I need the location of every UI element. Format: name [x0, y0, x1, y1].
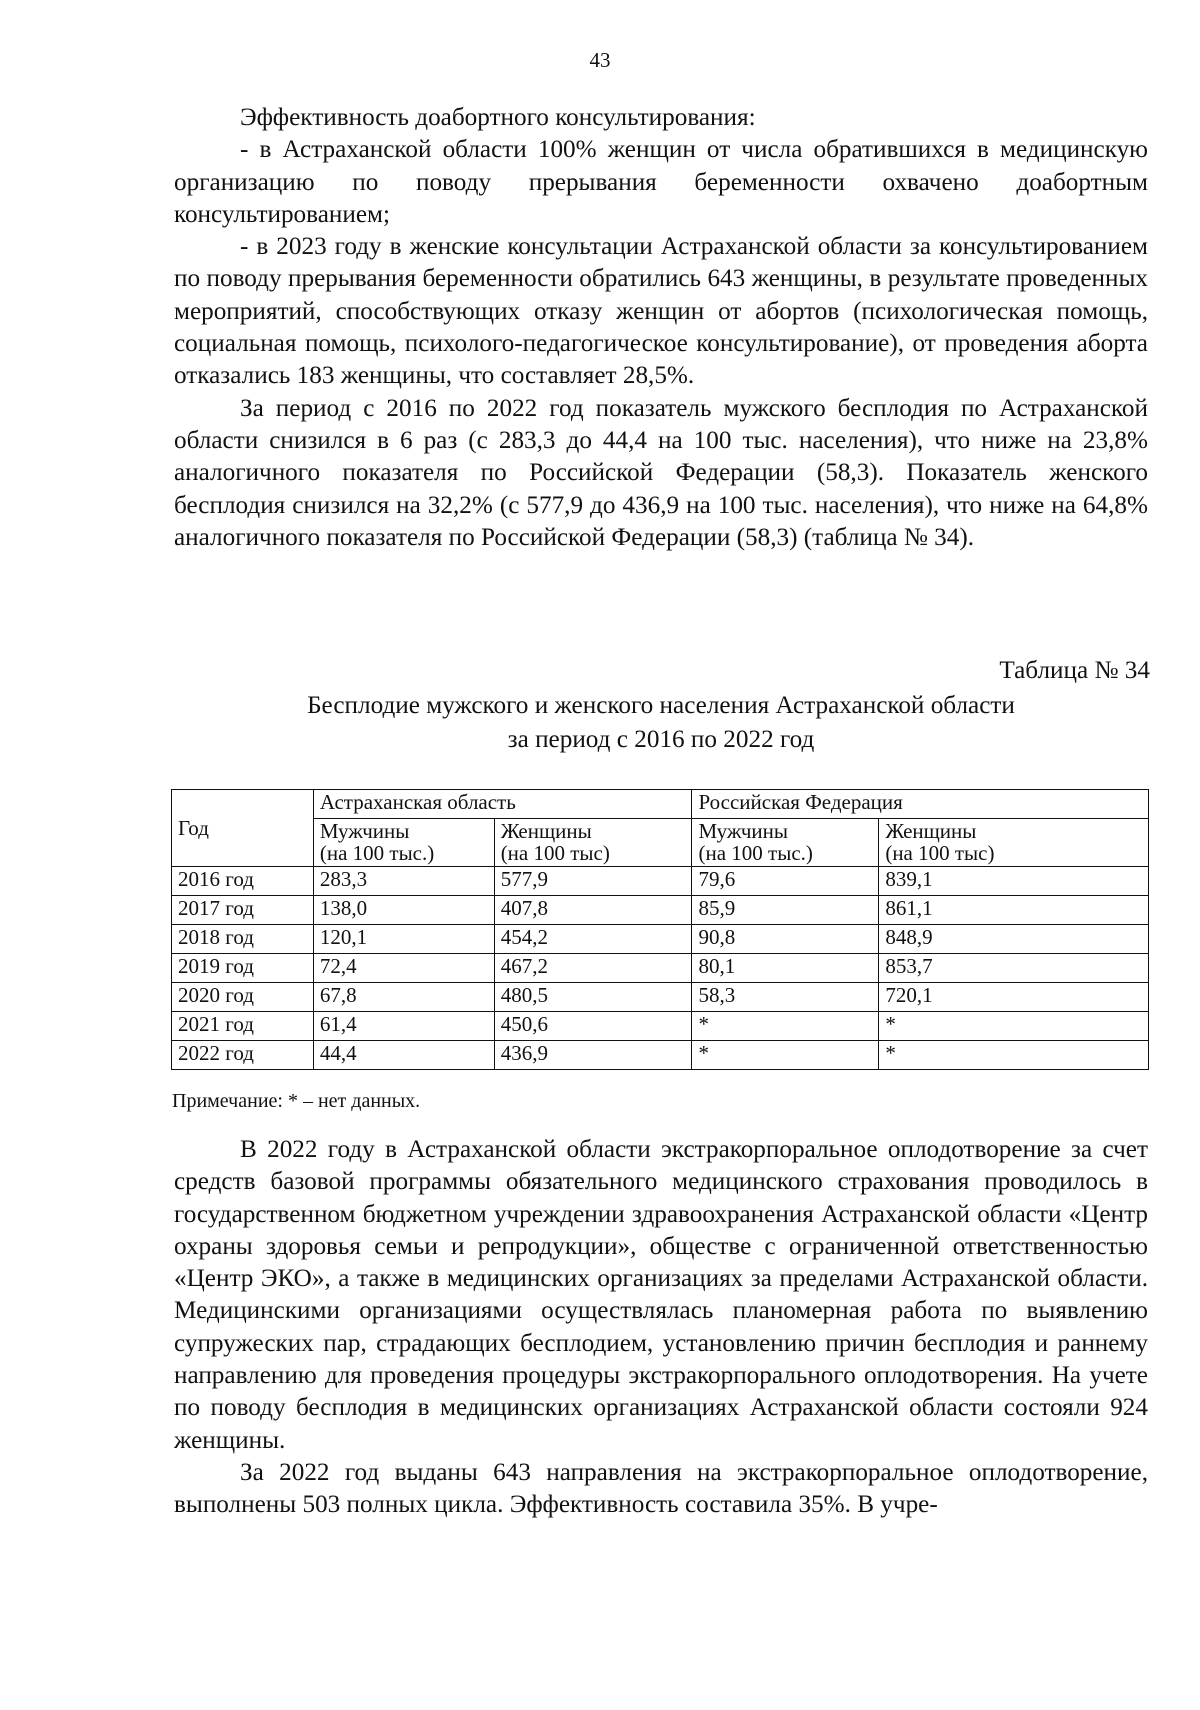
header-astrakhan-region: Астраханская область — [313, 790, 692, 819]
cell-rf-women: * — [879, 1041, 1149, 1070]
cell-region-women: 407,8 — [494, 896, 692, 925]
cell-year: 2016 год — [172, 867, 314, 896]
header-women-unit: (на 100 тыс) — [885, 841, 995, 865]
table-row — [172, 1041, 1149, 1070]
paragraph-ivf-organizations: В 2022 году в Астраханской области экстракорпоральное оплодотворение за счет средств базовой программы обязательного медицинского страхования проводилось в государственном бюджетном учреждении здравоохранения Астраханской области «Центр охраны здоровья семьи и репродукции», обществе с ограниченной ответственностью «Центр ЭКО», а также в медицинских организациях за пределами Астраханской области. Медицинскими организациями осуществлялась планомерная работа по выявлению супружеских пар, страдающих бесплодием, установлению причин бесплодия и раннему направлению для проведения процедуры экстракорпорального оплодотворения. На учете по поводу бесплодия в медицинских организациях Астраханской области состояли 924 женщины. — [174, 1136, 1148, 1454]
header-rf-men — [692, 819, 879, 867]
header-women-label: Женщины — [885, 819, 977, 843]
table-title-line-2: за период с 2016 по 2022 год — [507, 726, 815, 753]
header-region-men — [313, 819, 494, 867]
header-year: Год — [172, 790, 314, 867]
cell-rf-men: 80,1 — [692, 954, 879, 983]
header-men-unit: (на 100 тыс.) — [698, 841, 813, 865]
table-title — [174, 689, 1148, 757]
cell-region-women: 467,2 — [494, 954, 692, 983]
cell-year: 2019 год — [172, 954, 314, 983]
paragraph-counseling-2023: - в 2023 году в женские консультации Астраханской области за консультированием по поводу прерывания беременности обратились 643 женщины, в результате проведенных мероприятий, способствующих отказу женщин от абортов (психологическая помощь, социальная помощь, психолого-педагогическое консультирование), от проведения аборта отказались 183 женщины, что составляет 28,5%. — [174, 233, 1148, 390]
cell-rf-men: 85,9 — [692, 896, 879, 925]
header-men-label: Мужчины — [319, 819, 410, 843]
cell-rf-women: * — [879, 1012, 1149, 1041]
table-number-label: Таблица № 34 — [999, 657, 1150, 684]
cell-region-men: 120,1 — [313, 925, 494, 954]
cell-region-men: 44,4 — [313, 1041, 494, 1070]
header-russian-federation: Российская Федерация — [692, 790, 1149, 819]
cell-region-women: 480,5 — [494, 983, 692, 1012]
paragraph-infertility-trend: За период с 2016 по 2022 год показатель мужского бесплодия по Астраханской области снизился в 6 раз (с 283,3 до 44,4 на 100 тыс. населения), что ниже на 23,8% аналогичного показателя по Российской Федерации (58,3). Показатель женского бесплодия снизился на 32,2% (с 577,9 до 436,9 на 100 тыс. населения), что ниже на 64,8% аналогичного показателя по Российской Федерации (58,3) (таблица № 34). — [174, 394, 1148, 551]
cell-rf-men: 79,6 — [692, 867, 879, 896]
cell-rf-women: 839,1 — [879, 867, 1149, 896]
cell-region-women: 450,6 — [494, 1012, 692, 1041]
cell-region-women: 436,9 — [494, 1041, 692, 1070]
header-rf-women — [879, 819, 1149, 867]
header-women-unit: (на 100 тыс) — [500, 841, 610, 865]
table-header-row-2 — [172, 819, 1149, 867]
paragraph-effectiveness-heading: Эффективность доабортного консультирования: — [240, 104, 756, 131]
cell-region-men: 138,0 — [313, 896, 494, 925]
cell-year: 2020 год — [172, 983, 314, 1012]
cell-region-men: 61,4 — [313, 1012, 494, 1041]
table-header-row-1 — [172, 790, 1149, 819]
cell-rf-men: * — [692, 1012, 879, 1041]
paragraph-ivf-results: За 2022 год выданы 643 направления на экстракорпоральное оплодотворение, выполнены 503 полных цикла. Эффективность составила 35%. В учре- — [174, 1458, 1148, 1519]
cell-region-women: 454,2 — [494, 925, 692, 954]
cell-rf-men: * — [692, 1041, 879, 1070]
cell-region-men: 283,3 — [313, 867, 494, 896]
table-row — [172, 983, 1149, 1012]
cell-rf-women: 720,1 — [879, 983, 1149, 1012]
cell-year: 2021 год — [172, 1012, 314, 1041]
infertility-table — [171, 789, 1149, 1070]
cell-rf-women: 861,1 — [879, 896, 1149, 925]
header-men-unit: (на 100 тыс.) — [319, 841, 435, 865]
ivf-text-block — [174, 1134, 1148, 1522]
cell-rf-women: 853,7 — [879, 954, 1149, 983]
cell-rf-men: 58,3 — [692, 983, 879, 1012]
table-note: Примечание: * – нет данных. — [172, 1090, 421, 1112]
cell-region-men: 72,4 — [313, 954, 494, 983]
page-number: 43 — [589, 48, 611, 72]
table-title-line-1: Бесплодие мужского и женского населения Астраханской области — [307, 692, 1015, 719]
header-men-label: Мужчины — [698, 819, 788, 843]
cell-rf-men: 90,8 — [692, 925, 879, 954]
table-row — [172, 1012, 1149, 1041]
header-region-women — [494, 819, 692, 867]
table-row — [172, 896, 1149, 925]
table-row — [172, 954, 1149, 983]
cell-rf-women: 848,9 — [879, 925, 1149, 954]
cell-year: 2022 год — [172, 1041, 314, 1070]
paragraph-counseling-coverage: - в Астраханской области 100% женщин от числа обратившихся в медицинскую организацию по поводу прерывания беременности охвачено доабортным консультированием; — [174, 136, 1148, 228]
cell-year: 2018 год — [172, 925, 314, 954]
intro-text-block — [174, 102, 1148, 554]
cell-region-men: 67,8 — [313, 983, 494, 1012]
header-women-label: Женщины — [500, 819, 592, 843]
table-row — [172, 925, 1149, 954]
cell-region-women: 577,9 — [494, 867, 692, 896]
cell-year: 2017 год — [172, 896, 314, 925]
table-row — [172, 867, 1149, 896]
